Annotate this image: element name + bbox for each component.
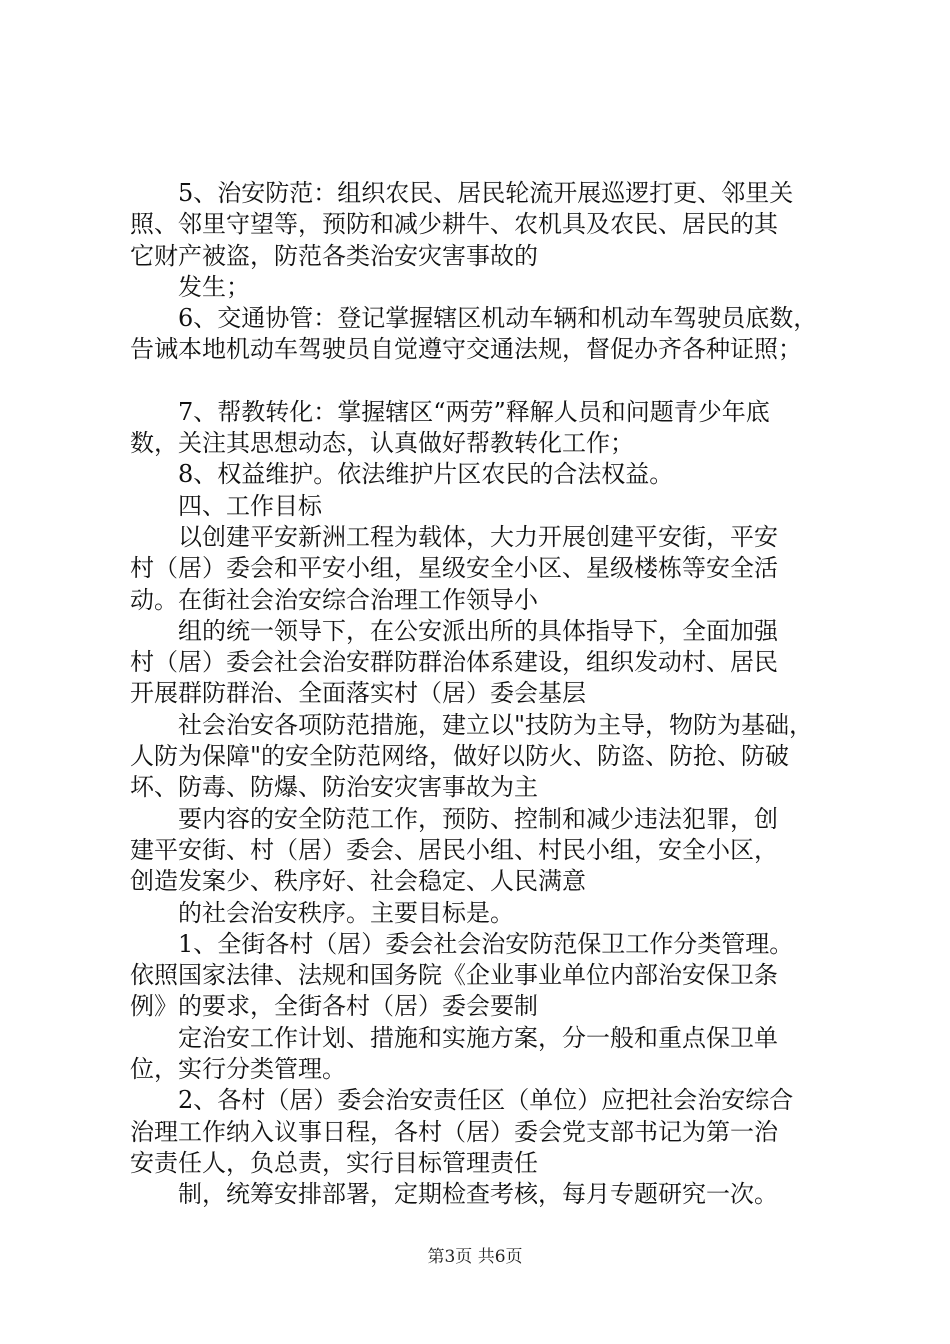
blank-line [130, 366, 840, 397]
paragraph-line: 照、邻里守望等，预防和减少耕牛、农机具及农民、居民的其 [130, 210, 778, 239]
paragraph-line: 村（居）委会和平安小组，星级安全小区、星级楼栋等安全活 [130, 554, 778, 583]
paragraph-line: 以创建平安新洲工程为载体，大力开展创建平安街，平安 [178, 522, 778, 551]
paragraph-line: 制，统筹安排部署，定期检查考核，每月专题研究一次。 [178, 1180, 778, 1209]
document-body [130, 178, 840, 1211]
paragraph-line: 组的统一领导下，在公安派出所的具体指导下，全面加强 [178, 616, 778, 645]
paragraph-line: 6、交通协管：登记掌握辖区机动车辆和机动车驾驶员底数， [178, 304, 818, 333]
paragraph-line: 依照国家法律、法规和国务院《企业事业单位内部治安保卫条 [130, 961, 778, 990]
paragraph-line: 创造发案少、秩序好、社会稳定、人民满意 [130, 867, 586, 896]
paragraph-line: 发生； [178, 272, 250, 301]
paragraph-line: 安责任人，负总责，实行目标管理责任 [130, 1148, 538, 1177]
page-number-footer: 第3页 共6页 [427, 1247, 523, 1267]
paragraph-line: 数，关注其思想动态，认真做好帮教转化工作； [130, 429, 634, 458]
paragraph-line: 5、治安防范：组织农民、居民轮流开展巡逻打更、邻里关 [178, 179, 794, 207]
paragraph-line: 村（居）委会社会治安群防群治体系建设，组织发动村、居民 [130, 648, 778, 677]
paragraph-line: 建平安街、村（居）委会、居民小组、村民小组，安全小区， [130, 835, 778, 864]
paragraph-line: 8、权益维护。依法维护片区农民的合法权益。 [178, 460, 674, 489]
section-heading: 四、工作目标 [178, 491, 322, 520]
paragraph-line: 例》的要求，全街各村（居）委会要制 [130, 992, 538, 1021]
paragraph-line: 开展群防群治、全面落实村（居）委会基层 [130, 679, 586, 708]
paragraph-line: 人防为保障"的安全防范网络，做好以防火、防盗、防抢、防破 [130, 742, 790, 771]
paragraph-line: 定治安工作计划、措施和实施方案，分一般和重点保卫单 [178, 1023, 778, 1052]
paragraph-line: 1、全街各村（居）委会社会治安防范保卫工作分类管理。 [178, 929, 794, 958]
paragraph-line: 位，实行分类管理。 [130, 1055, 346, 1084]
paragraph-line: 它财产被盗，防范各类治安灾害事故的 [130, 241, 538, 270]
paragraph-line: 社会治安各项防范措施，建立以"技防为主导，物防为基础， [178, 710, 814, 739]
paragraph-line: 治理工作纳入议事日程，各村（居）委会党支部书记为第一治 [130, 1117, 778, 1146]
paragraph-line: 7、帮教转化：掌握辖区“两劳”释解人员和问题青少年底 [178, 397, 770, 426]
paragraph-line: 动。在街社会治安综合治理工作领导小 [130, 585, 538, 614]
paragraph-line: 要内容的安全防范工作，预防、控制和减少违法犯罪，创 [178, 804, 778, 833]
paragraph-line: 的社会治安秩序。主要目标是。 [178, 898, 514, 927]
paragraph-line: 2、各村（居）委会治安责任区（单位）应把社会治安综合 [178, 1086, 794, 1115]
paragraph-line: 告诫本地机动车驾驶员自觉遵守交通法规，督促办齐各种证照； [130, 335, 802, 364]
paragraph-line: 坏、防毒、防爆、防治安灾害事故为主 [130, 773, 538, 802]
